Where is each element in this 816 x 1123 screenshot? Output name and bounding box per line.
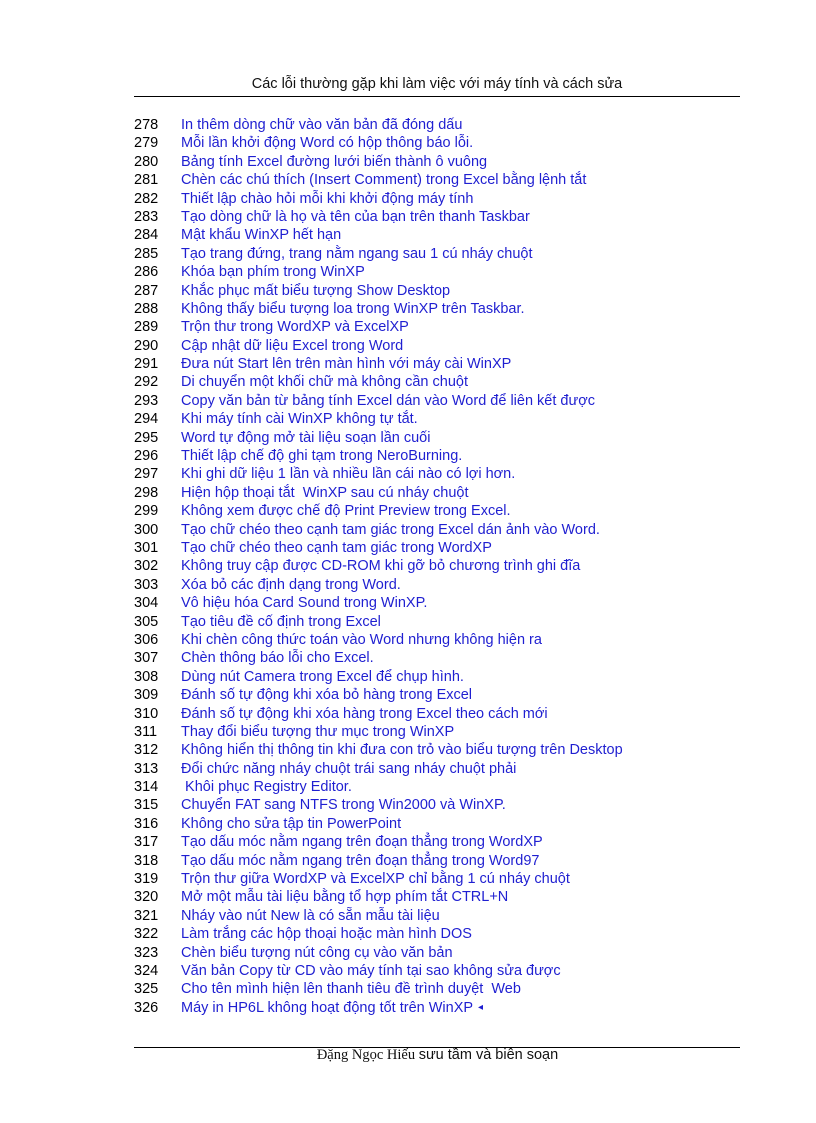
list-item xyxy=(134,668,623,686)
item-number: 302 xyxy=(134,558,159,575)
list-item xyxy=(134,557,623,575)
list-item xyxy=(134,815,623,833)
item-link[interactable]: Chuyển FAT sang NTFS trong Win2000 và WinXP. xyxy=(181,797,506,814)
list-item xyxy=(134,980,623,998)
item-link[interactable]: Khi chèn công thức toán vào Word nhưng không hiện ra xyxy=(181,631,542,648)
item-link[interactable]: Khôi phục Registry Editor. xyxy=(181,779,352,796)
list-item xyxy=(134,741,623,759)
item-link[interactable]: Thiết lập chào hỏi mỗi khi khởi động máy tính xyxy=(181,190,474,207)
list-item xyxy=(134,263,623,281)
item-link[interactable]: Khi máy tính cài WinXP không tự tắt. xyxy=(181,411,418,428)
list-item xyxy=(134,410,623,428)
item-link[interactable]: Không truy cập được CD-ROM khi gỡ bỏ chương trình ghi đĩa xyxy=(181,558,581,575)
item-number: 320 xyxy=(134,889,159,906)
item-link[interactable]: Văn bản Copy từ CD vào máy tính tại sao không sửa được xyxy=(181,962,561,979)
list-item xyxy=(134,907,623,925)
list-item xyxy=(134,447,623,465)
item-link[interactable]: Mở một mẫu tài liệu bằng tổ hợp phím tắt CTRL+N xyxy=(181,889,509,906)
item-link[interactable]: Chèn biểu tượng nút công cụ vào văn bản xyxy=(181,944,453,961)
list-item xyxy=(134,300,623,318)
list-item xyxy=(134,521,623,539)
item-number: 318 xyxy=(134,852,159,869)
item-number: 286 xyxy=(134,264,159,281)
item-number: 294 xyxy=(134,411,159,428)
item-number: 307 xyxy=(134,650,159,667)
list-item xyxy=(134,778,623,796)
item-link[interactable]: Tạo chữ chéo theo cạnh tam giác trong WordXP xyxy=(181,539,492,556)
item-number: 309 xyxy=(134,687,159,704)
item-link[interactable]: Cho tên mình hiện lên thanh tiêu đề trình duyệt Web xyxy=(181,981,521,998)
item-number: 295 xyxy=(134,429,159,446)
list-item xyxy=(134,429,623,447)
item-link[interactable]: Khắc phục mất biểu tượng Show Desktop xyxy=(181,282,451,299)
footer-credit: sưu tầm và biên soạn xyxy=(418,1047,559,1063)
item-link[interactable]: Thay đổi biểu tượng thư mục trong WinXP xyxy=(181,723,455,740)
list-item xyxy=(134,226,623,244)
item-link[interactable]: Nháy vào nút New là có sẵn mẫu tài liệu xyxy=(181,907,440,924)
item-number: 283 xyxy=(134,208,159,225)
item-link[interactable]: Copy văn bản từ bảng tính Excel dán vào Word để liên kết được xyxy=(181,392,595,409)
item-link[interactable]: Đánh số tự động khi xóa hàng trong Excel theo cách mới xyxy=(181,705,548,722)
list-item xyxy=(134,594,623,612)
list-item xyxy=(134,962,623,980)
list-item xyxy=(134,613,623,631)
item-number: 285 xyxy=(134,245,159,262)
item-number: 300 xyxy=(134,521,159,538)
item-link[interactable]: Vô hiệu hóa Card Sound trong WinXP. xyxy=(181,595,428,612)
list-item xyxy=(134,631,623,649)
item-number: 296 xyxy=(134,448,159,465)
item-number: 298 xyxy=(134,484,159,501)
list-item xyxy=(134,944,623,962)
item-number: 308 xyxy=(134,668,159,685)
list-item xyxy=(134,649,623,667)
item-number: 310 xyxy=(134,705,159,722)
list-item xyxy=(134,116,623,134)
list-item xyxy=(134,355,623,373)
list-item xyxy=(134,888,623,906)
list-item xyxy=(134,208,623,226)
list-item xyxy=(134,925,623,943)
list-item xyxy=(134,282,623,300)
item-number: 279 xyxy=(134,135,159,152)
item-number: 282 xyxy=(134,190,159,207)
item-link[interactable]: Bảng tính Excel đường lưới biến thành ô vuông xyxy=(181,153,488,170)
list-item xyxy=(134,833,623,851)
list-item xyxy=(134,134,623,152)
list-item xyxy=(134,539,623,557)
item-number: 315 xyxy=(134,797,159,814)
header-divider xyxy=(134,96,740,97)
table-of-contents xyxy=(134,116,623,1017)
item-link[interactable]: Không hiển thị thông tin khi đưa con trỏ vào biểu tượng trên Desktop xyxy=(181,742,623,759)
list-item xyxy=(134,760,623,778)
list-item xyxy=(134,465,623,483)
item-link[interactable]: Cập nhật dữ liệu Excel trong Word xyxy=(181,337,404,354)
item-number: 325 xyxy=(134,981,159,998)
item-link[interactable]: Đưa nút Start lên trên màn hình với máy cài WinXP xyxy=(181,356,512,373)
list-item xyxy=(134,796,623,814)
item-number: 281 xyxy=(134,172,159,189)
item-number: 278 xyxy=(134,117,159,133)
item-link[interactable]: Tạo tiêu đề cố định trong Excel xyxy=(181,613,381,630)
item-link[interactable]: Không xem được chế độ Print Preview trong Excel. xyxy=(181,503,511,520)
item-number: 326 xyxy=(134,999,159,1016)
item-number: 317 xyxy=(134,834,159,851)
item-link[interactable]: Khóa bạn phím trong WinXP xyxy=(181,264,365,281)
list-item xyxy=(134,723,623,741)
item-link[interactable]: Tạo dấu móc nằm ngang trên đoạn thẳng trong Word97 xyxy=(181,852,540,869)
item-link[interactable]: Xóa bỏ các định dạng trong Word. xyxy=(181,576,401,593)
list-item xyxy=(134,870,623,888)
item-number: 313 xyxy=(134,760,159,777)
list-item xyxy=(134,392,623,410)
item-number: 312 xyxy=(134,742,159,759)
list-item xyxy=(134,337,623,355)
item-link[interactable]: Trộn thư trong WordXP và ExcelXP xyxy=(181,319,409,336)
list-item xyxy=(134,153,623,171)
item-link[interactable]: Tạo trang đứng, trang nằm ngang sau 1 cú nháy chuột xyxy=(181,245,533,262)
item-link[interactable]: Tạo dòng chữ là họ và tên của bạn trên thanh Taskbar xyxy=(181,208,530,225)
item-number: 319 xyxy=(134,871,159,888)
item-link[interactable]: Không thấy biểu tượng loa trong WinXP trên Taskbar. xyxy=(181,300,525,317)
item-link[interactable]: In thêm dòng chữ vào văn bản đã đóng dấu xyxy=(181,117,463,133)
item-number: 291 xyxy=(134,356,159,373)
list-item xyxy=(134,245,623,263)
item-number: 287 xyxy=(134,282,159,299)
list-item xyxy=(134,502,623,520)
list-item xyxy=(134,318,623,336)
item-link[interactable]: Đổi chức năng nháy chuột trái sang nháy chuột phải xyxy=(181,760,517,777)
list-item xyxy=(134,999,623,1017)
item-link[interactable]: Trộn thư giữa WordXP và ExcelXP chỉ bằng 1 cú nháy chuột xyxy=(181,871,570,888)
item-number: 292 xyxy=(134,374,159,391)
item-number: 301 xyxy=(134,539,159,556)
item-number: 311 xyxy=(134,723,158,740)
item-number: 321 xyxy=(134,907,159,924)
item-number: 323 xyxy=(134,944,159,961)
list-item xyxy=(134,373,623,391)
item-number: 288 xyxy=(134,300,159,317)
item-link[interactable]: Không cho sửa tập tin PowerPoint xyxy=(181,815,402,832)
list-item xyxy=(134,190,623,208)
item-link[interactable]: Word tự động mở tài liệu soạn lần cuối xyxy=(181,429,431,446)
item-link[interactable]: Thiết lập chế độ ghi tạm trong NeroBurning. xyxy=(181,448,463,465)
item-link[interactable]: Đánh số tự động khi xóa bỏ hàng trong Excel xyxy=(181,687,473,704)
item-link[interactable]: Dùng nút Camera trong Excel để chụp hình. xyxy=(181,668,464,685)
footer-author: Đặng Ngọc Hiếu xyxy=(316,1047,416,1063)
item-number: 314 xyxy=(134,779,159,796)
list-item xyxy=(134,852,623,870)
item-number: 289 xyxy=(134,319,159,336)
item-link[interactable]: Máy in HP6L không hoạt động tốt trên WinXP xyxy=(181,999,474,1016)
item-link[interactable]: Mật khẩu WinXP hết hạn xyxy=(181,227,342,244)
item-number: 322 xyxy=(134,926,159,943)
list-item xyxy=(134,705,623,723)
list-item xyxy=(134,171,623,189)
item-number: 280 xyxy=(134,153,159,170)
item-number: 284 xyxy=(134,227,159,244)
page-header-title: Các lỗi thường gặp khi làm việc với máy tính và cách sửa xyxy=(251,76,623,92)
item-number: 290 xyxy=(134,337,159,354)
page-footer xyxy=(0,1047,816,1064)
item-number: 305 xyxy=(134,613,159,630)
list-item xyxy=(134,484,623,502)
item-number: 306 xyxy=(134,631,159,648)
item-link[interactable]: Di chuyển một khối chữ mà không cần chuột xyxy=(181,374,468,391)
item-link[interactable]: Mỗi lần khởi động Word có hộp thông báo lỗi. xyxy=(181,135,474,152)
item-number: 303 xyxy=(134,576,159,593)
item-link[interactable]: Làm trắng các hộp thoại hoặc màn hình DOS xyxy=(181,926,472,943)
item-link[interactable]: Tạo chữ chéo theo cạnh tam giác trong Excel dán ảnh vào Word. xyxy=(181,521,600,538)
list-item xyxy=(134,686,623,704)
item-link[interactable]: Chèn thông báo lỗi cho Excel. xyxy=(181,650,374,667)
item-number: 304 xyxy=(134,595,159,612)
item-number: 324 xyxy=(134,962,159,979)
item-number: 293 xyxy=(134,392,159,409)
item-link[interactable]: Chèn các chú thích (Insert Comment) trong Excel bằng lệnh tắt xyxy=(181,172,587,189)
item-link[interactable]: Hiện hộp thoại tắt WinXP sau cú nháy chuột xyxy=(181,484,469,501)
back-arrow-icon[interactable]: ◂ xyxy=(478,1001,484,1013)
item-link[interactable]: Khi ghi dữ liệu 1 lần và nhiều lần cái nào có lợi hơn. xyxy=(181,466,516,483)
item-number: 299 xyxy=(134,503,159,520)
item-number: 316 xyxy=(134,815,159,832)
item-number: 297 xyxy=(134,466,159,483)
item-link[interactable]: Tạo dấu móc nằm ngang trên đoạn thẳng trong WordXP xyxy=(181,834,543,851)
list-item xyxy=(134,576,623,594)
